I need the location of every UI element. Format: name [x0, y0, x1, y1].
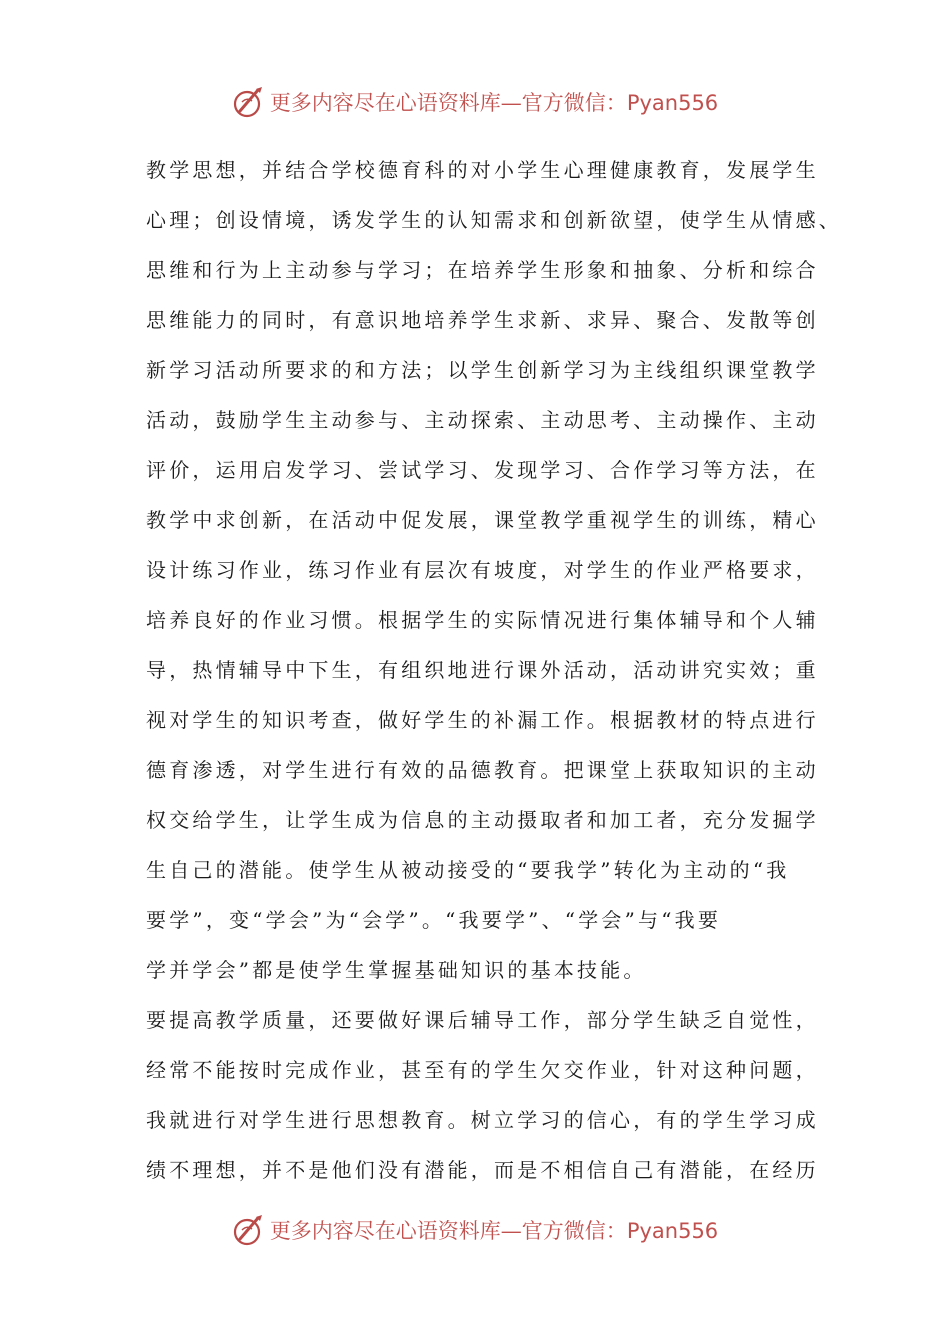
body-line: 导，热情辅导中下生，有组织地进行课外活动，活动讲究实效；重 — [146, 658, 819, 682]
body-line: 权交给学生，让学生成为信息的主动摄取者和加工者，充分发掘学 — [146, 808, 819, 832]
body-line: 教学思想，并结合学校德育科的对小学生心理健康教育，发展学生 — [146, 158, 819, 182]
header-text: 更多内容尽在心语资料库—官方微信：Pyan556 — [269, 91, 719, 115]
body-line: 思维能力的同时，有意识地培养学生求新、求异、聚合、发散等创 — [146, 308, 819, 332]
body-line: 德育渗透，对学生进行有效的品德教育。把课堂上获取知识的主动 — [146, 758, 819, 782]
body-line: 设计练习作业，练习作业有层次有坡度，对学生的作业严格要求， — [146, 558, 819, 582]
body-line: 我就进行对学生进行思想教育。树立学习的信心，有的学生学习成 — [146, 1108, 819, 1132]
body-line: 学并学会”都是使学生掌握基础知识的基本技能。 — [146, 958, 647, 982]
header-banner — [0, 82, 950, 122]
body-line: 要学”，变“学会”为“会学”。“我要学”、“学会”与“我要 — [146, 908, 722, 932]
body-line: 绩不理想，并不是他们没有潜能，而是不相信自己有潜能，在经历 — [146, 1158, 819, 1182]
body-line: 评价，运用启发学习、尝试学习、发现学习、合作学习等方法，在 — [146, 458, 819, 482]
body-line: 培养良好的作业习惯。根据学生的实际情况进行集体辅导和个人辅 — [146, 608, 819, 632]
body-line: 生自己的潜能。使学生从被动接受的“要我学”转化为主动的“我 — [146, 858, 790, 882]
footer-wechat-id: Pyan556 — [626, 1219, 719, 1243]
pen-logo-icon — [232, 1213, 266, 1247]
pen-logo-icon — [232, 85, 266, 119]
body-line: 视对学生的知识考查，做好学生的补漏工作。根据教材的特点进行 — [146, 708, 819, 732]
footer-banner — [0, 1210, 950, 1250]
header-wechat-id: Pyan556 — [626, 91, 719, 115]
footer-text: 更多内容尽在心语资料库—官方微信：Pyan556 — [269, 1219, 719, 1243]
body-line: 思维和行为上主动参与学习；在培养学生形象和抽象、分析和综合 — [146, 258, 819, 282]
document-body — [146, 150, 842, 1200]
body-line: 新学习活动所要求的和方法；以学生创新学习为主线组织课堂教学 — [146, 358, 819, 382]
body-line: 教学中求创新，在活动中促发展，课堂教学重视学生的训练，精心 — [146, 508, 819, 532]
body-line: 活动，鼓励学生主动参与、主动探索、主动思考、主动操作、主动 — [146, 408, 819, 432]
body-line: 经常不能按时完成作业，甚至有的学生欠交作业，针对这种问题， — [146, 1058, 819, 1082]
body-line: 心理；创设情境，诱发学生的认知需求和创新欲望，使学生从情感、 — [146, 208, 842, 232]
body-line: 要提高教学质量，还要做好课后辅导工作，部分学生缺乏自觉性， — [146, 1008, 819, 1032]
